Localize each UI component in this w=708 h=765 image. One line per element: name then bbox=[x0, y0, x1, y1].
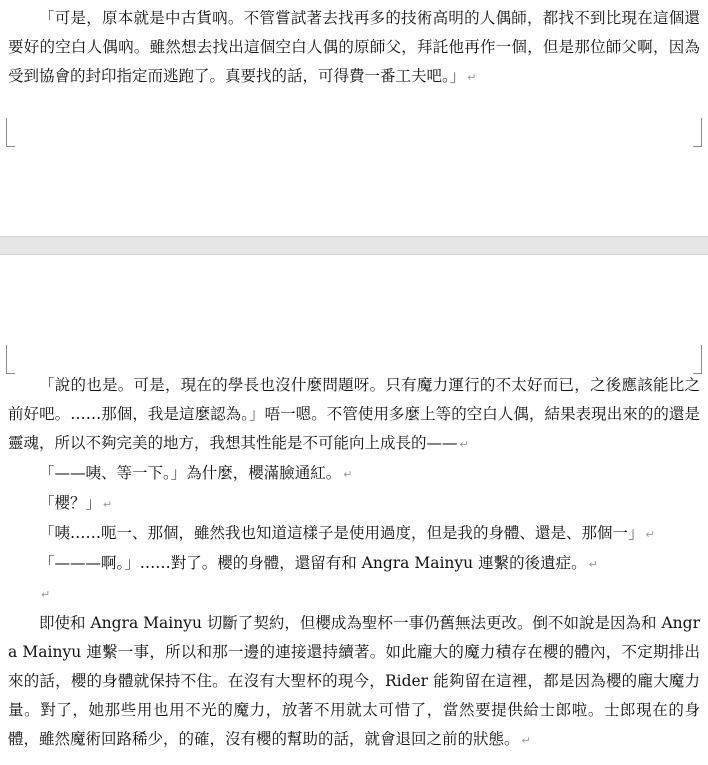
paragraph-mark-icon: ↵ bbox=[645, 528, 655, 541]
page-separator bbox=[0, 236, 708, 255]
document-page-2 bbox=[0, 255, 708, 765]
paragraph: 「可是，原本就是中古貨吶。不管嘗試著去找再多的技術高明的人偶師，都找不到比現在這個還要好的空白人偶吶。雖然想去找出這個空白人偶的原師父，拜託他再作一個，但是那位師父啊，因為受到協會的封印指定而逃跑了。真要找的話，可得費一番工夫吧。」 ↵ bbox=[8, 9, 700, 85]
document-page-1 bbox=[0, 0, 708, 236]
page-1-body bbox=[8, 4, 700, 92]
margin-corner-icon bbox=[693, 118, 702, 147]
paragraph: 「說的也是。可是，現在的學長也沒什麼問題呀。只有魔力運行的不太好而已，之後應該能比之前好吧。……那個，我是這麼認為。」唔一嗯。不管使用多麼上等的空白人偶，結果表現出來的的還是靈魂，所以不夠完美的地方，我想其性能是不可能向上成長的—— ↵ bbox=[8, 376, 700, 452]
paragraph: 「櫻？」 ↵ bbox=[39, 494, 113, 512]
margin-corner-icon bbox=[693, 345, 702, 374]
paragraph-mark-icon: ↵ bbox=[41, 588, 51, 601]
margin-corner-icon bbox=[6, 345, 15, 374]
paragraph-mark-icon: ↵ bbox=[588, 558, 598, 571]
paragraph: 「——咦、等一下。」為什麼，櫻滿臉通紅。 ↵ bbox=[39, 464, 353, 482]
paragraph: 「咦……呃一、那個，雖然我也知道這樣子是使用過度，但是我的身體、還是、那個一」 ↵ bbox=[39, 524, 655, 542]
paragraph-mark-icon: ↵ bbox=[343, 468, 353, 481]
margin-corner-icon bbox=[6, 118, 15, 147]
empty-paragraph bbox=[8, 579, 700, 609]
paragraph-mark-icon: ↵ bbox=[459, 438, 469, 451]
page-2-body bbox=[8, 371, 700, 755]
paragraph: 「———啊。」……對了。櫻的身體，還留有和 Angra Mainyu 連繫的後遺症。 ↵ bbox=[39, 554, 598, 572]
paragraph-mark-icon: ↵ bbox=[521, 734, 531, 747]
paragraph-mark-icon: ↵ bbox=[103, 498, 113, 511]
paragraph-mark-icon: ↵ bbox=[467, 71, 477, 84]
paragraph: 即使和 Angra Mainyu 切斷了契約，但櫻成為聖杯一事仍舊無法更改。倒不如說是因為和 Angra Mainyu 連繫一事，所以和那一邊的連接還持續著。如此龐大的魔力積存在櫻的體內，不定期排出來的話，櫻的身體就保持不住。在沒有大聖杯的現今，Rider 能夠留在這裡，都是因為櫻的龐大魔力量。對了，她那些用也用不光的魔力，放著不用就太可惜了，當然要提供給士郎啦。士郎現在的身體，雖然魔術回路稀少，的確，沒有櫻的幫助的話，就會退回之前的狀態。 ↵ bbox=[8, 614, 700, 748]
